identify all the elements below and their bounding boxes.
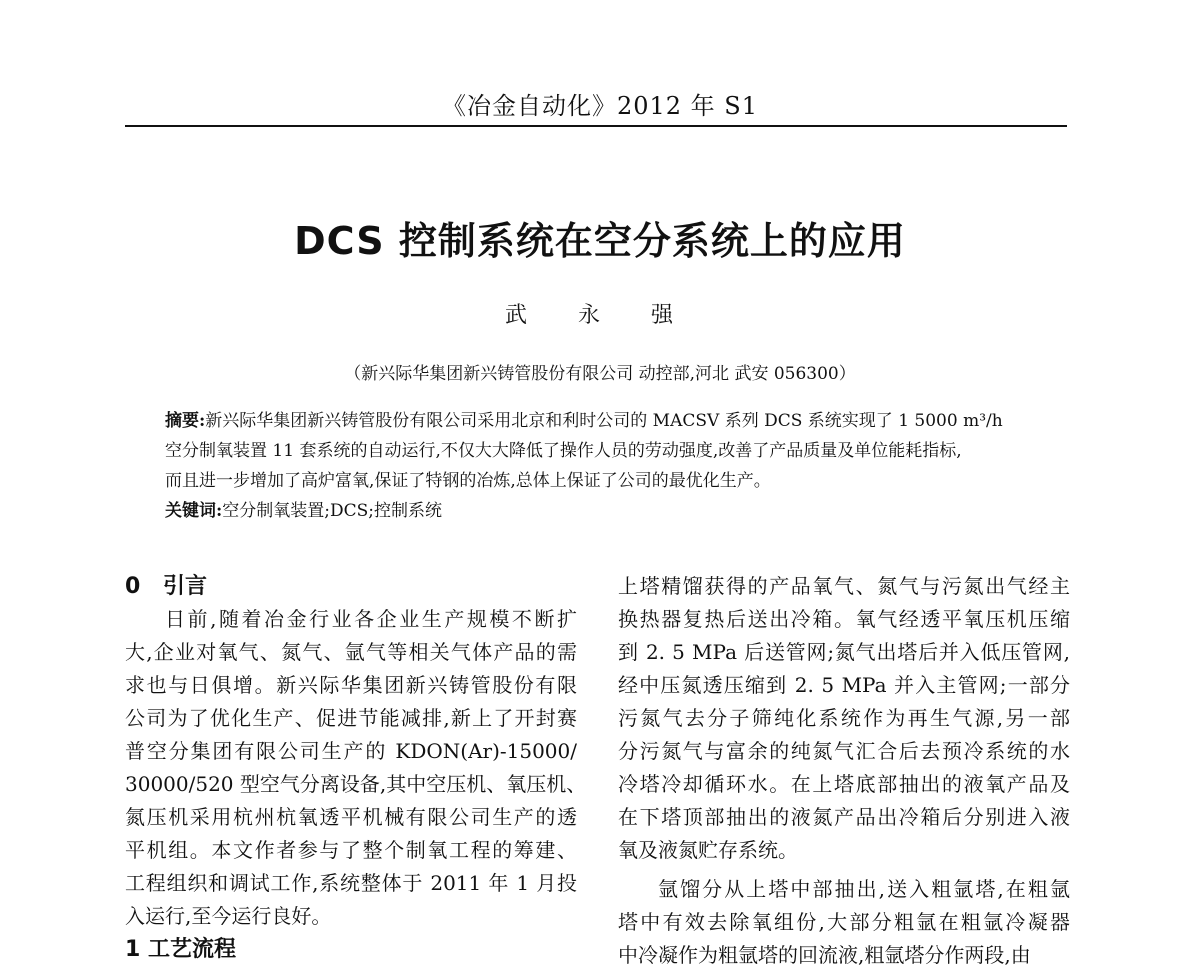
right-column [618,570,1070,967]
paragraph-line: 到 2. 5 MPa 后送管网;氮气出塔后并入低压管网, [618,640,1070,664]
section-title: 引言 [163,574,208,599]
section-number: 0 [125,574,141,599]
journal-header: 《冶金自动化》2012 年 S1 [441,92,759,120]
paragraph-line: 氮压机采用杭州杭氧透平机械有限公司生产的透 [125,805,577,829]
author-affiliation: （新兴际华集团新兴铸管股份有限公司 动控部,河北 武安 056300） [344,364,856,384]
paragraph-line: 30000/520 型空气分离设备,其中空压机、氧压机、 [125,772,587,796]
next-section-heading-partial [125,933,577,962]
paragraph-line: 塔中有效去除氧组份,大部分粗氩在粗氩冷凝器 [618,910,1070,934]
paragraph-line: 公司为了优化生产、促进节能减排,新上了开封赛 [125,706,577,730]
keywords-line [165,496,1065,526]
paragraph-line: 冷塔冷却循环水。在上塔底部抽出的液氧产品及 [618,772,1070,796]
paragraph-line: 污氮气去分子筛纯化系统作为再生气源,另一部 [618,706,1070,730]
author-name: 武 永 强 [505,303,695,328]
paragraph-line: 氩馏分从上塔中部抽出,送入粗氩塔,在粗氩 [658,877,1070,901]
abstract-line: 空分制氧装置 11 套系统的自动运行,不仅大大降低了操作人员的劳动强度,改善了产品质量及单位能耗指标, [165,441,962,461]
left-column [125,570,587,962]
abstract-text: 新兴际华集团新兴铸管股份有限公司采用北京和利时公司的 MACSV 系列 DCS 系统实现了 1 5000 m³/h [205,411,1003,431]
paragraph-line: 在下塔顶部抽出的液氮产品出冷箱后分别进入液 [618,805,1070,829]
paragraph-line: 日前,随着冶金行业各企业生产规模不断扩 [165,607,577,631]
keywords-label: 关键词: [165,501,223,521]
paragraph-line: 经中压氮透压缩到 2. 5 MPa 并入主管网;一部分 [618,673,1070,697]
abstract-line [165,406,1065,436]
header-rule [125,125,1067,127]
partial-line [618,939,1070,967]
paper-title: DCS 控制系统在空分系统上的应用 [294,219,906,263]
paragraph-line: 普空分集团有限公司生产的 KDON(Ar)-15000/ [125,739,577,763]
paragraph-line: 氧及液氮贮存系统。 [618,838,798,862]
paragraph-line: 大,企业对氧气、氮气、氩气等相关气体产品的需 [125,640,577,664]
paragraph-line: 分污氮气与富余的纯氮气汇合后去预冷系统的水 [618,739,1070,763]
abstract-label: 摘要: [165,411,206,431]
paragraph-line: 工程组织和调试工作,系统整体于 2011 年 1 月投 [125,871,577,895]
keywords-text: 空分制氧装置;DCS;控制系统 [222,501,443,521]
abstract-line: 而且进一步增加了高炉富氧,保证了特钢的冶炼,总体上保证了公司的最优化生产。 [165,471,771,491]
partial-line-text: 中冷凝作为粗氩塔的回流液,粗氩塔分作两段,由 [618,943,1031,967]
paragraph-line: 平机组。本文作者参与了整个制氧工程的筹建、 [125,838,577,862]
paragraph-line: 求也与日俱增。新兴际华集团新兴铸管股份有限 [125,673,577,697]
section-heading-intro [125,570,577,603]
paragraph-line: 换热器复热后送出冷箱。氧气经透平氧压机压缩 [618,607,1070,631]
abstract-block [165,406,1065,526]
next-section-title: 1 工艺流程 [125,937,236,962]
paragraph-line: 入运行,至今运行良好。 [125,904,332,928]
paragraph-line: 上塔精馏获得的产品氧气、氮气与污氮出气经主 [618,574,1070,598]
